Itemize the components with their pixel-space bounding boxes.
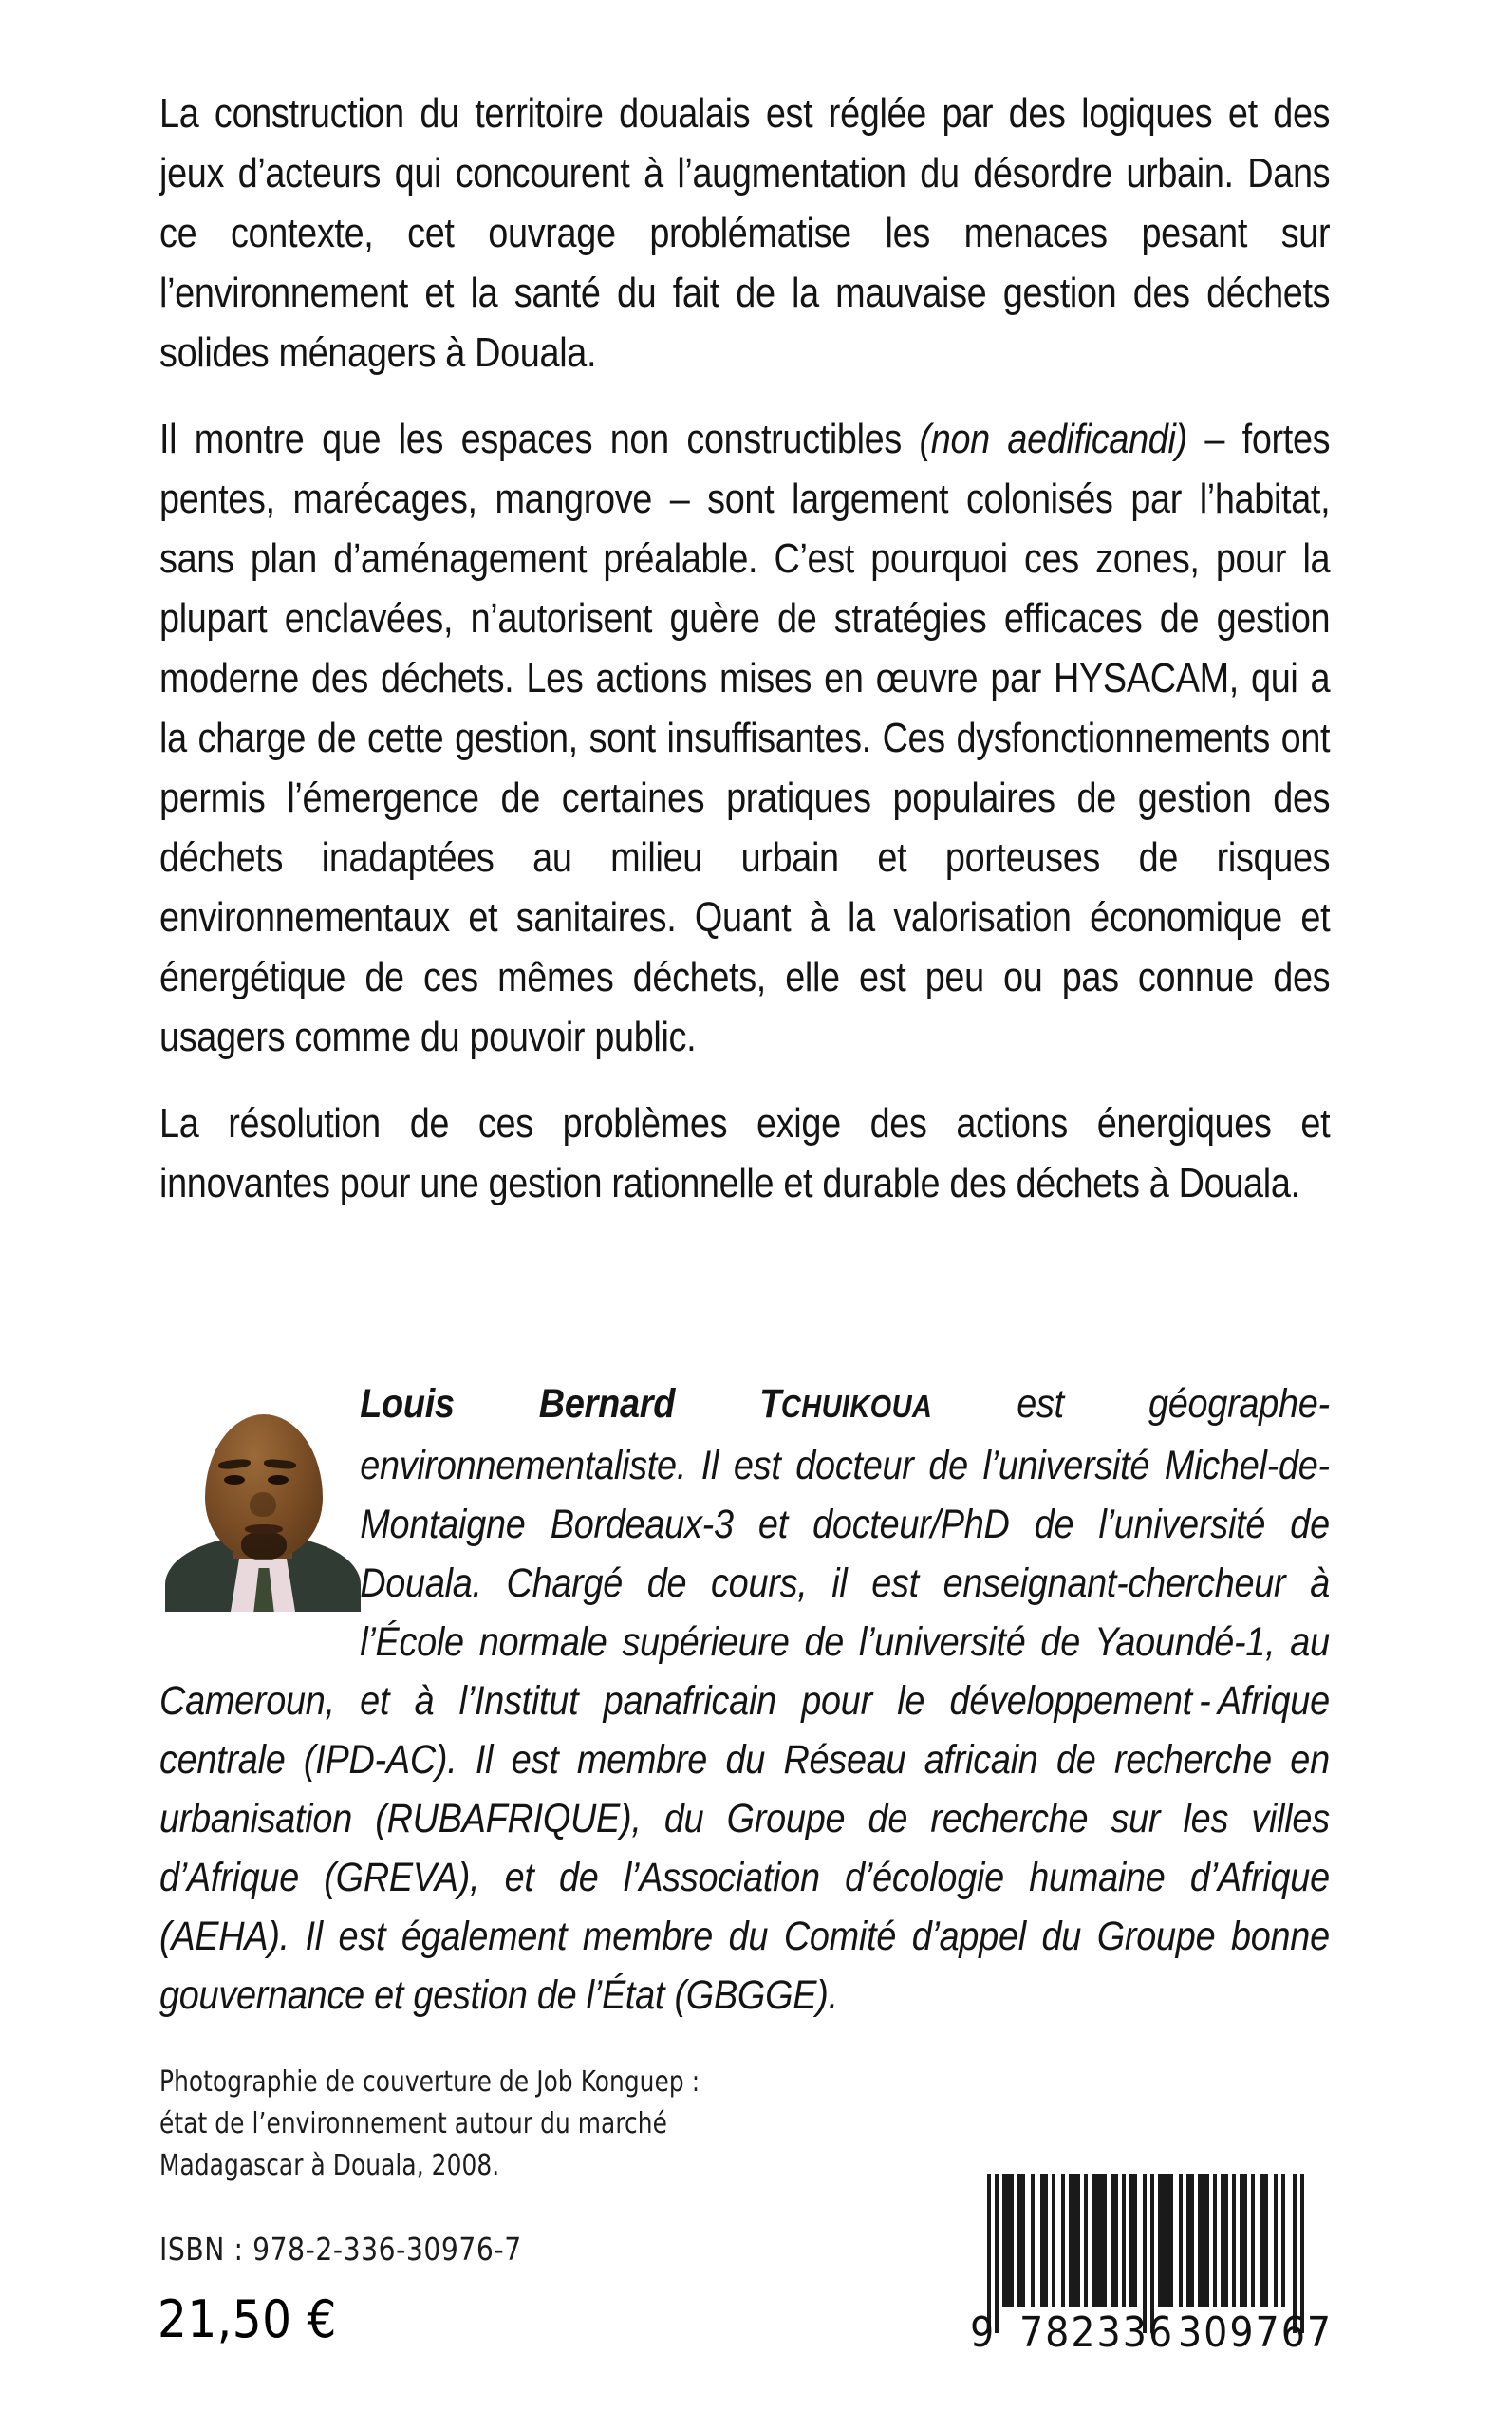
- cover-photo-credit-line-1: Photographie de couverture de Job Konguep :: [159, 2065, 700, 2099]
- blurb-p2-segment-normal-a: Il montre que les espaces non constructibles: [159, 416, 920, 462]
- blurb-p2-segment-normal-b: – fortes pentes, marécages, mangrove – sont largement colonisés par l’habitat, sans plan d’aménagement préalable. C’est pourquoi ces zones, pour la plupart enclavées, n’autorisent guère de stratégies efficaces de gestion moderne des déchets. Les actions mises en œuvre par HYSACAM, qui a la charge de cette gestion, sont insuffisantes. Ces dysfonctionnements ont permis l’émergence de certaines pratiques populaires de gestion des déchets inadaptées au milieu urbain et porteuses de risques environnementaux et sanitaires. Quant à la valorisation économique et énergétique de ces mêmes déchets, elle est peu ou pas connue des usagers comme du pouvoir public.: [159, 416, 1331, 1060]
- barcode-digits-middle: 782336: [1019, 2308, 1175, 2357]
- blurb-block: [159, 84, 1330, 1213]
- author-name-first: Louis Bernard: [360, 1381, 760, 1427]
- price-text: 21,50 €: [158, 2289, 337, 2349]
- isbn-text: ISBN : 978-2-336-30976-7: [159, 2231, 522, 2268]
- author-bio-block: [159, 1374, 1330, 2025]
- cover-photo-credit-line-2: état de l’environnement autour du marché: [159, 2107, 667, 2140]
- blurb-paragraph-2: [159, 409, 1330, 1067]
- blurb-paragraph-3: La résolution de ces problèmes exige des actions énergiques et innovantes pour une gestion rationnelle et durable des déchets à Douala.: [159, 1100, 1331, 1206]
- author-bio-part-1: est géographe-environnementaliste. Il est docteur de l’université Michel-de-Montaigne Bordeaux-3 et docteur/PhD de l’université de Douala. Chargé de cours, il est: [360, 1381, 1330, 1606]
- author-bio-text: [159, 1374, 1330, 2025]
- author-name-last-initial: T: [759, 1381, 781, 1427]
- author-name-last-smallcaps: CHUIKOUA: [780, 1389, 933, 1424]
- blurb-paragraph-1: La construction du territoire doualais est réglée par des logiques et des jeux d’acteurs qui concourent à l’augmentation du désordre urbain. Dans ce contexte, cet ouvrage problématise les menaces pesant sur l’environnement et la santé du fait de la mauvaise gestion des déchets solides ménagers à Douala.: [159, 90, 1331, 376]
- cover-photo-credit-line-3: Madagascar à Douala, 2008.: [159, 2149, 500, 2182]
- author-bio-part-2: enseignant-chercheur à l’École normale supérieure de l’université de Yaoundé-1, au Cameroun, et à l’Institut panafricain pour le développement - Afrique centrale (IPD-AC). Il est membre du Réseau africain de recherche en urbanisation (RUBAFRIQUE), du Groupe de recherche sur les villes d’Afrique (GREVA), et de l’Association d’écologie humaine d’Afrique (AEHA). Il est également membre du Comité d’appel du Groupe bonne gouvernance et gestion de l’État (GBGGE).: [159, 1560, 1330, 2018]
- cover-photo-credit: [159, 2062, 771, 2187]
- barcode-digits-right: 309767: [1178, 2308, 1334, 2357]
- barcode-digit-left: 9: [970, 2308, 997, 2357]
- blurb-p2-segment-italic: (non aedificandi): [919, 416, 1187, 462]
